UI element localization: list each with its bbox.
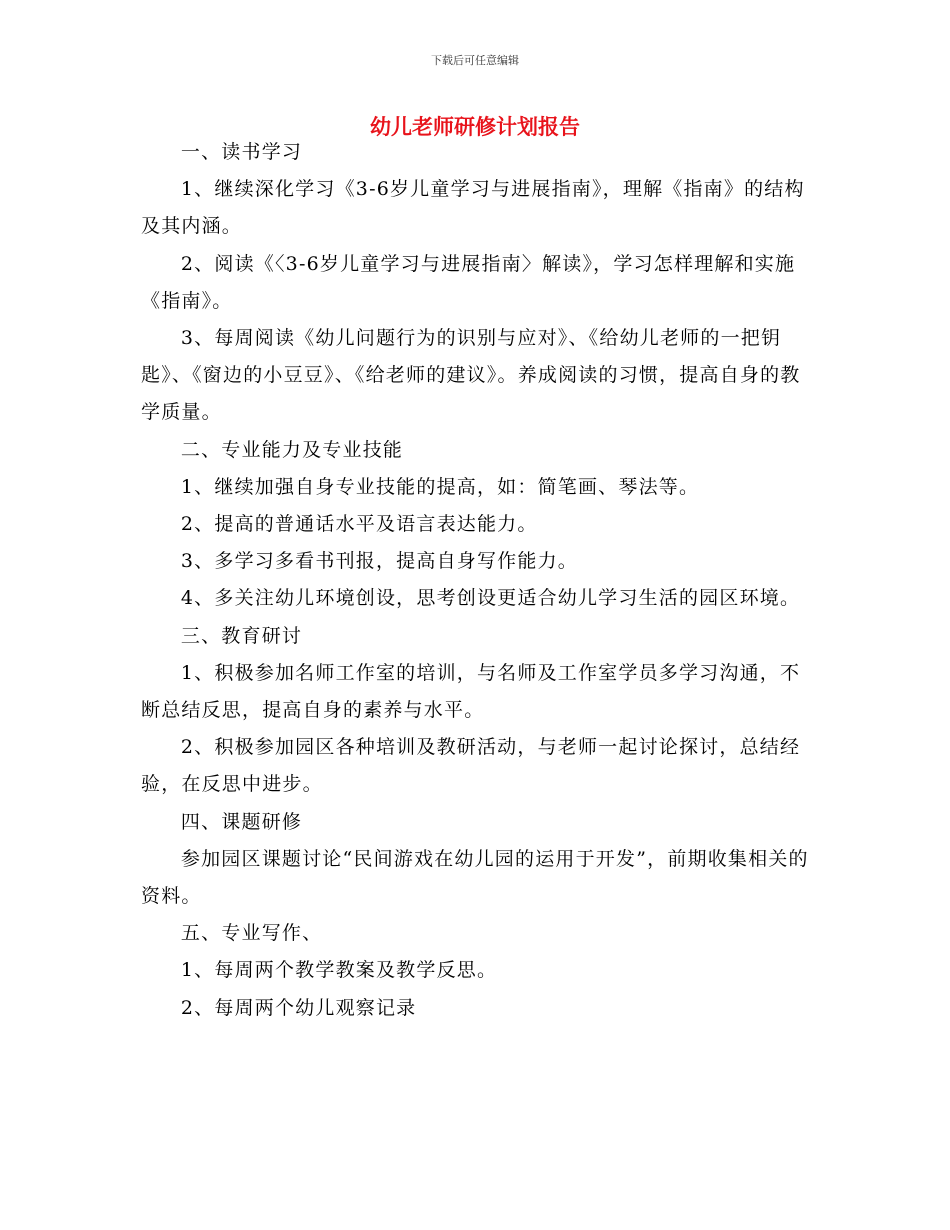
paragraph-reading-2: 2、阅读《〈3-6岁儿童学习与进展指南〉解读》，学习怎样理解和实施《指南》。 (141, 252, 796, 312)
paragraph-reading-1: 1、继续深化学习《3-6岁儿童学习与进展指南》，理解《指南》的结构及其内涵。 (141, 178, 805, 238)
paragraph-reading-3: 3、每周阅读《幼儿问题行为的识别与应对》、《给幼儿老师的一把钥匙》、《窗边的小豆豆》、《给老师的建议》。养成阅读的习惯，提高自身的教学质量。 (141, 327, 801, 424)
paragraph-writing-2: 2、每周两个幼儿观察记录 (180, 996, 417, 1019)
section-heading-reading: 一、读书学习 (180, 141, 303, 163)
paragraph-skills-3: 3、多学习多看书刊报，提高自身写作能力。 (180, 550, 578, 573)
paragraph-writing-1: 1、每周两个教学教案及教学反思。 (180, 959, 498, 982)
paragraph-skills-1: 1、继续加强自身专业技能的提高，如：简笔画、琴法等。 (180, 475, 700, 498)
document-title: 幼儿老师研修计划报告 (370, 115, 580, 139)
section-heading-writing: 五、专业写作、 (180, 922, 323, 945)
paragraph-research-2: 2、积极参加园区各种培训及教研活动，与老师一起讨论探讨，总结经验，在反思中进步。 (141, 736, 801, 796)
paragraph-skills-2: 2、提高的普通话水平及语言表达能力。 (180, 513, 538, 536)
paragraph-skills-4: 4、多关注幼儿环境创设，思考创设更适合幼儿学习生活的园区环境。 (180, 587, 801, 610)
document-body (141, 134, 813, 1027)
paragraph-topic-1: 参加园区课题讨论“民间游戏在幼儿园的运用于开发”，前期收集相关的资料。 (141, 847, 809, 908)
section-heading-skills: 二、专业能力及专业技能 (180, 438, 404, 461)
section-heading-research: 三、教育研讨 (180, 624, 303, 647)
section-heading-topic: 四、课题研修 (180, 810, 303, 833)
page-header-note: 下载后可任意编辑 (431, 54, 519, 67)
paragraph-research-1: 1、积极参加名师工作室的培训，与名师及工作室学员多学习沟通，不断总结反思，提高自身的素养与水平。 (141, 661, 801, 722)
